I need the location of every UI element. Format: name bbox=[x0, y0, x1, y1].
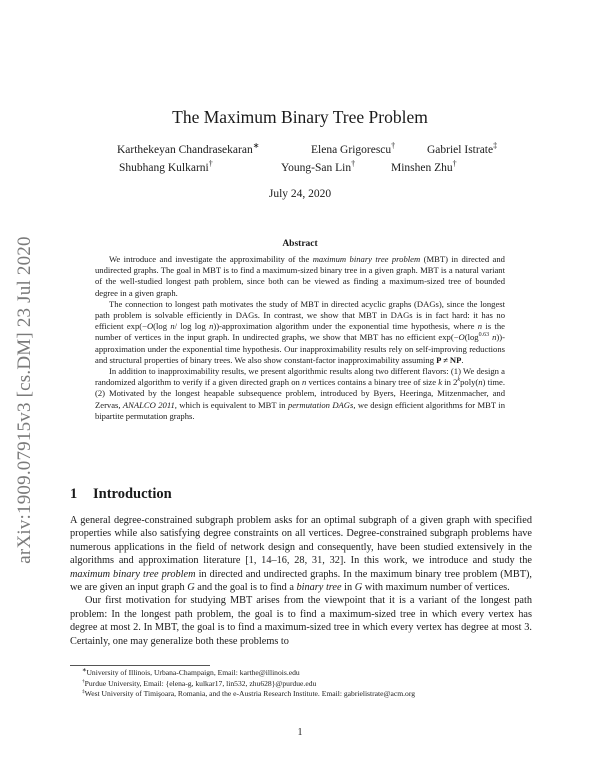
author-2: Elena Grigorescu† bbox=[311, 141, 396, 156]
footnote-3: ‡West University of Timişoara, Romania, and the e-Austria Research Institute. Email: gabrielistrate@acm.org bbox=[82, 688, 416, 699]
introduction-body bbox=[70, 514, 532, 648]
intro-paragraph-1: A general degree-constrained subgraph problem asks for an optimal subgraph of a given graph with specified properties while also satisfying degree constraints on all vertices. Degree-constrained subgraph problems have numerous applications in the field of network design and consequently, have been studied extensively in the algorithms and approximation literature [1, 14–16, 28, 31, 32]. In this work, we introduce and study the maximum binary tree problem in directed and undirected graphs. In the maximum binary tree problem (MBT), we are given an input graph G and the goal is to find a binary tree in G with maximum number of vertices. bbox=[70, 515, 532, 594]
arxiv-stamp bbox=[2, 200, 48, 600]
paper-date: July 24, 2020 bbox=[268, 188, 332, 200]
author-4: Shubhang Kulkarni† bbox=[119, 159, 213, 174]
author-3: Gabriel Istrate‡ bbox=[427, 141, 498, 156]
section-number: 1 bbox=[70, 486, 78, 502]
author-row-2 bbox=[70, 159, 530, 178]
author-5: Young-San Lin† bbox=[281, 159, 356, 174]
footnote-rule bbox=[70, 665, 210, 666]
author-6: Minshen Zhu† bbox=[391, 159, 457, 174]
page-number: 1 bbox=[297, 727, 303, 738]
abstract-paragraph-1: We introduce and investigate the approximability of the maximum binary tree problem (MBT) in directed and undirected graphs. The goal in MBT is to find a maximum-sized binary tree in a given graph. MBT is a natural variant of the well-studied longest path problem, since both can be viewed as finding a maximum-sized tree of bounded degree in a given graph. bbox=[95, 254, 505, 298]
arxiv-id: arXiv:1909.07915v3 [cs.DM] 23 Jul 2020 bbox=[14, 236, 35, 564]
footnote-1: ∗University of Illinois, Urbana-Champaign, Email: karthe@illinois.edu bbox=[82, 667, 300, 677]
abstract-heading: Abstract bbox=[282, 239, 318, 249]
author-1: Karthekeyan Chandrasekaran∗ bbox=[117, 141, 260, 156]
section-heading-introduction bbox=[70, 486, 172, 503]
abstract-body bbox=[95, 254, 505, 422]
author-row-1 bbox=[70, 141, 530, 160]
abstract-paragraph-2: The connection to longest path motivates the study of MBT in directed acyclic graphs (DAGs), since the longest path problem is solvable efficiently in DAGs. In contrast, we show that MBT in DAGs is in fact hard: it has no efficient exp(−O(log n/ log log n))-approximation algorithm under the exponential time hypothesis, where n is the number of vertices in the input graph. In undirected graphs, we show that MBT has no efficient $\exp(-O(\log^{0.63}$ n))-approximation under the exponential time hypothesis. Our inapproximability results rely on self-improving reductions and structural properties of binary trees. We also show constant-factor inapproximability assuming P ≠ NP. bbox=[95, 298, 505, 365]
abstract-paragraph-3: In addition to inapproximability results, we present algorithmic results along two different flavors: (1) We design a randomized algorithm to verify if a given directed graph on n vertices contains a binary tree of size k in 2$^k$poly(n) time. (2) Motivated by the longest heapable subsequence problem, introduced by Byers, Heeringa, Mitzenmacher, and Zervas, ANALCO 2011, which is equivalent to MBT in permutation DAGs, we design efficient algorithms for MBT in bipartite permutation graphs. bbox=[95, 366, 505, 421]
intro-paragraph-2: Our first motivation for studying MBT arises from the viewpoint that it is a variant of the longest path problem: In the longest path problem, the goal is to find a maximum-sized tree in which every vertex has degree at most 2. In MBT, the goal is to find a maximum-sized tree in which every vertex has degree at most 3. Certainly, one may generalize both these problems to bbox=[70, 595, 532, 647]
section-title: Introduction bbox=[93, 486, 172, 502]
footnotes bbox=[70, 668, 532, 700]
footnote-2: †Purdue University, Email: {elena-g, kulkar17, lin532, zhu628}@purdue.edu bbox=[82, 678, 317, 688]
paper-title: The Maximum Binary Tree Problem bbox=[172, 107, 428, 127]
